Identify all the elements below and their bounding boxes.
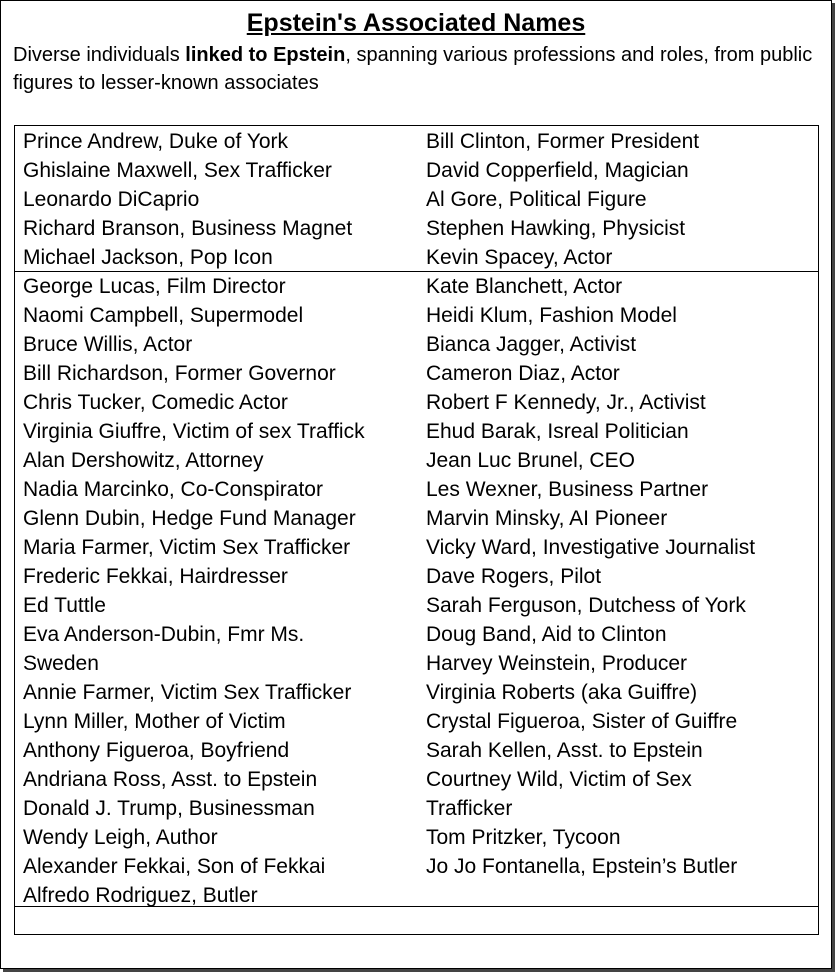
names-table xyxy=(14,125,819,935)
name-entry: Richard Branson, Business Magnet xyxy=(23,217,353,240)
name-entry: Lynn Miller, Mother of Victim xyxy=(23,710,286,733)
name-entry: Maria Farmer, Victim Sex Trafficker xyxy=(23,536,351,559)
name-entry: Al Gore, Political Figure xyxy=(426,188,647,211)
name-entry: Andriana Ross, Asst. to Epstein xyxy=(23,768,318,791)
name-entry: Donald J. Trump, Businessman xyxy=(23,797,315,820)
name-entry: Wendy Leigh, Author xyxy=(23,826,218,849)
name-entry: Trafficker xyxy=(426,797,513,820)
name-entry: Sarah Ferguson, Dutchess of York xyxy=(426,594,746,617)
name-entry: Prince Andrew, Duke of York xyxy=(23,130,288,153)
name-entry: Heidi Klum, Fashion Model xyxy=(426,304,677,327)
name-entry: Ghislaine Maxwell, Sex Trafficker xyxy=(23,159,332,182)
name-entry: Michael Jackson, Pop Icon xyxy=(23,246,273,269)
name-entry: Leonardo DiCaprio xyxy=(23,188,200,211)
name-entry: Doug Band, Aid to Clinton xyxy=(426,623,667,646)
name-entry: Bianca Jagger, Activist xyxy=(426,333,637,356)
name-entry: Annie Farmer, Victim Sex Trafficker xyxy=(23,681,352,704)
name-entry: Jean Luc Brunel, CEO xyxy=(426,449,635,472)
name-entry: Virginia Giuffre, Victim of sex Traffick xyxy=(23,420,365,443)
name-entry: Bill Clinton, Former President xyxy=(426,130,700,153)
name-entry: Kevin Spacey, Actor xyxy=(426,246,613,269)
name-entry: Courtney Wild, Victim of Sex xyxy=(426,768,692,791)
name-entry: Ed Tuttle xyxy=(23,594,106,617)
name-entry: Harvey Weinstein, Producer xyxy=(426,652,688,675)
name-entry: Bill Richardson, Former Governor xyxy=(23,362,336,385)
name-entry: Robert F Kennedy, Jr., Activist xyxy=(426,391,706,414)
subtitle-text-start: Diverse individuals xyxy=(13,44,186,66)
name-entry: Naomi Campbell, Supermodel xyxy=(23,304,304,327)
name-entry: Les Wexner, Business Partner xyxy=(426,478,709,501)
page-subtitle xyxy=(13,41,823,97)
name-entry: Eva Anderson-Dubin, Fmr Ms. xyxy=(23,623,305,646)
name-entry: David Copperfield, Magician xyxy=(426,159,689,182)
name-entry: Frederic Fekkai, Hairdresser xyxy=(23,565,288,588)
subtitle-text-end: , spanning various professions and roles, from public figures to lesser-known associates xyxy=(13,44,813,94)
name-entry: Kate Blanchett, Actor xyxy=(426,275,623,298)
name-entry: Sarah Kellen, Asst. to Epstein xyxy=(426,739,703,762)
name-entry: Cameron Diaz, Actor xyxy=(426,362,620,385)
name-entry: Chris Tucker, Comedic Actor xyxy=(23,391,288,414)
name-entry: Ehud Barak, Isreal Politician xyxy=(426,420,689,443)
name-entry: Dave Rogers, Pilot xyxy=(426,565,602,588)
name-entry: Virginia Roberts (aka Guiffre) xyxy=(426,681,698,704)
name-entry: Alfredo Rodriguez, Butler xyxy=(23,884,258,907)
name-entry: Nadia Marcinko, Co-Conspirator xyxy=(23,478,323,501)
name-entry: Vicky Ward, Investigative Journalist xyxy=(426,536,756,559)
name-entry: Tom Pritzker, Tycoon xyxy=(426,826,621,849)
name-entry: Bruce Willis, Actor xyxy=(23,333,193,356)
name-entry: Glenn Dubin, Hedge Fund Manager xyxy=(23,507,356,530)
name-entry: Alexander Fekkai, Son of Fekkai xyxy=(23,855,326,878)
page-title: Epstein's Associated Names xyxy=(246,9,586,37)
name-entry: Crystal Figueroa, Sister of Guiffre xyxy=(426,710,738,733)
name-entry: Sweden xyxy=(23,652,99,675)
name-entry: Jo Jo Fontanella, Epstein’s Butler xyxy=(426,855,738,878)
name-entry: Anthony Figueroa, Boyfriend xyxy=(23,739,290,762)
name-entry: Stephen Hawking, Physicist xyxy=(426,217,686,240)
name-entry: George Lucas, Film Director xyxy=(23,275,286,298)
subtitle-bold-text: linked to Epstein xyxy=(185,44,346,66)
name-entry: Marvin Minsky, AI Pioneer xyxy=(426,507,668,530)
name-entry: Alan Dershowitz, Attorney xyxy=(23,449,264,472)
